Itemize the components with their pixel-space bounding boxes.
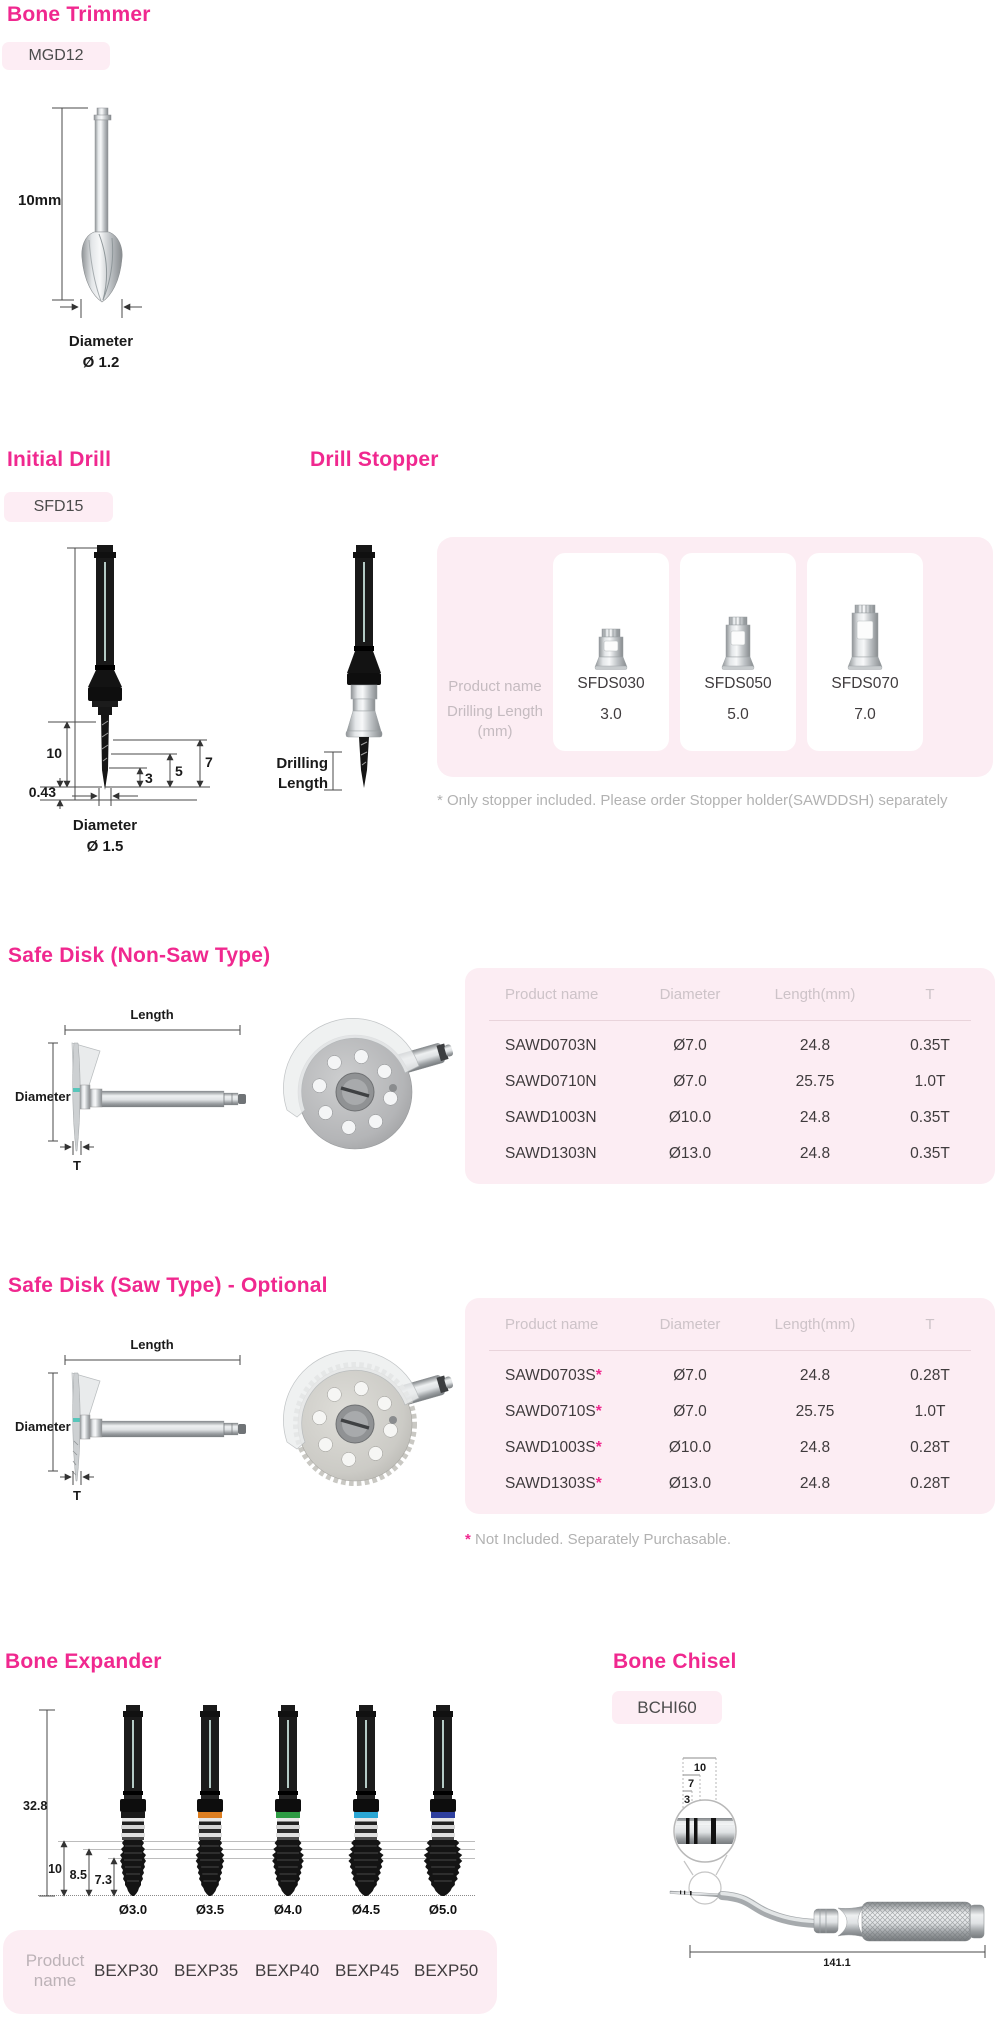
stopper-product-name: SFDS070 bbox=[831, 675, 899, 692]
cell-product: SAWD0703S bbox=[505, 1367, 596, 1384]
chisel-total-length: 141.1 bbox=[823, 1957, 851, 1969]
bone-chisel-badge: BCHI60 bbox=[612, 1691, 722, 1724]
stopper-card bbox=[807, 553, 923, 751]
length-label: Length bbox=[130, 1337, 174, 1352]
expander-drill-graphic bbox=[256, 1705, 320, 1900]
color-band bbox=[198, 1812, 222, 1818]
cell-diameter: Ø7.0 bbox=[673, 1403, 707, 1420]
safe-disk-nonsaw-title: Safe Disk (Non-Saw Type) bbox=[8, 944, 271, 967]
diameter-value: Ø 1.5 bbox=[86, 838, 124, 855]
safe-disk-saw-title: Safe Disk (Saw Type) - Optional bbox=[8, 1274, 328, 1297]
header-t: T bbox=[925, 985, 935, 1003]
cell-product: SAWD0710S bbox=[505, 1403, 596, 1420]
bone-chisel-title: Bone Chisel bbox=[613, 1650, 737, 1673]
header-t: T bbox=[925, 1315, 935, 1333]
bone-chisel-diagram bbox=[600, 1745, 1000, 1970]
safe-disk-nonsaw-front-graphic bbox=[275, 1018, 455, 1163]
magnified-tip-view bbox=[670, 1818, 740, 1844]
bone-expander-title: Bone Expander bbox=[5, 1650, 162, 1673]
stopper-label-length: Drilling Length bbox=[447, 703, 543, 720]
header-diameter: Diameter bbox=[659, 985, 721, 1003]
cell-length: 24.8 bbox=[799, 1145, 831, 1162]
cell-length: 24.8 bbox=[799, 1367, 831, 1384]
color-band bbox=[431, 1812, 455, 1818]
saw-note-star: * bbox=[465, 1531, 471, 1548]
chisel-dim-10: 10 bbox=[693, 1762, 707, 1774]
dim-overall: 32.8 bbox=[23, 1799, 48, 1813]
cell-t: 1.0T bbox=[914, 1403, 946, 1420]
dim-10: 10 bbox=[46, 745, 62, 761]
cell-diameter: Ø10.0 bbox=[668, 1109, 712, 1126]
table-header-row bbox=[485, 968, 975, 1020]
diameter-label: Diameter bbox=[15, 1089, 71, 1104]
diameter-label: Diameter bbox=[15, 1419, 71, 1434]
table-header-row bbox=[485, 1298, 975, 1350]
cell-length: 24.8 bbox=[799, 1109, 831, 1126]
chisel-dim-3: 3 bbox=[683, 1794, 691, 1806]
table-row bbox=[485, 1064, 975, 1100]
diameter-value: Ø 1.2 bbox=[82, 354, 120, 371]
safe-disk-nonsaw-table bbox=[465, 968, 995, 1184]
cell-star: * bbox=[595, 1403, 602, 1420]
table-row bbox=[485, 1430, 975, 1466]
cell-product: SAWD0710N bbox=[505, 1073, 597, 1090]
expander-product-name: BEXP35 bbox=[174, 1961, 239, 1980]
safe-disk-saw-side-diagram bbox=[10, 1333, 260, 1505]
thickness-label: T bbox=[73, 1488, 81, 1503]
initial-drill-diagram bbox=[10, 540, 240, 860]
expander-product-name: BEXP50 bbox=[414, 1961, 479, 1980]
chisel-dim-7: 7 bbox=[687, 1778, 695, 1790]
length-label: Length bbox=[130, 1007, 174, 1022]
bone-trimmer-badge: MGD12 bbox=[2, 42, 110, 70]
cell-product: SAWD0703N bbox=[505, 1037, 597, 1054]
cell-diameter: Ø13.0 bbox=[668, 1475, 712, 1492]
initial-drill-title: Initial Drill bbox=[7, 448, 112, 471]
expander-diameter: Ø5.0 bbox=[428, 1902, 458, 1917]
dim-85: 8.5 bbox=[69, 1868, 87, 1882]
cell-t: 0.28T bbox=[910, 1367, 950, 1384]
stopper-card bbox=[553, 553, 669, 751]
table-row bbox=[485, 1100, 975, 1136]
color-band bbox=[276, 1812, 300, 1818]
cell-product: SAWD1003N bbox=[505, 1109, 597, 1126]
cell-diameter: Ø7.0 bbox=[673, 1037, 707, 1054]
cell-t: 0.35T bbox=[910, 1109, 950, 1126]
thickness-label: T bbox=[73, 1158, 81, 1173]
cell-star: * bbox=[595, 1367, 602, 1384]
expander-product-name: BEXP40 bbox=[255, 1961, 320, 1980]
cell-diameter: Ø7.0 bbox=[673, 1073, 707, 1090]
color-band bbox=[121, 1812, 145, 1818]
safe-disk-nonsaw-side-diagram bbox=[10, 1003, 260, 1175]
safe-disk-saw-table bbox=[465, 1298, 995, 1514]
stopper-icon bbox=[591, 595, 631, 675]
header-diameter: Diameter bbox=[659, 1315, 721, 1333]
stopper-product-length: 3.0 bbox=[600, 706, 622, 723]
expander-drill-graphic bbox=[411, 1705, 475, 1900]
stopper-icon bbox=[845, 595, 885, 675]
color-band bbox=[354, 1812, 378, 1818]
dim-7: 7 bbox=[205, 754, 213, 770]
drilling-length-label-1: Drilling bbox=[276, 755, 328, 772]
cell-length: 25.75 bbox=[795, 1073, 835, 1090]
initial-drill-badge: SFD15 bbox=[4, 492, 113, 522]
expander-diameter: Ø3.0 bbox=[118, 1902, 148, 1917]
expander-label-product: Product name bbox=[25, 1951, 85, 1990]
expander-drill-graphic bbox=[101, 1705, 165, 1900]
cell-t: 0.28T bbox=[910, 1439, 950, 1456]
expander-diameter: Ø3.5 bbox=[195, 1902, 225, 1917]
header-length: Length(mm) bbox=[774, 985, 856, 1003]
dim-043: 0.43 bbox=[28, 784, 56, 800]
table-row bbox=[485, 1358, 975, 1394]
stopper-label-unit: (mm) bbox=[477, 723, 513, 740]
cell-length: 24.8 bbox=[799, 1475, 831, 1492]
expander-product-name: BEXP30 bbox=[94, 1961, 159, 1980]
drill-stopper-title: Drill Stopper bbox=[310, 448, 439, 471]
saw-note bbox=[465, 1531, 731, 1548]
initial-drill-graphic bbox=[88, 545, 122, 790]
header-length: Length(mm) bbox=[774, 1315, 856, 1333]
stopper-product-name: SFDS030 bbox=[577, 675, 645, 692]
drill-stopper-graphic bbox=[346, 545, 382, 788]
cell-star: * bbox=[595, 1475, 602, 1492]
cell-t: 0.35T bbox=[910, 1037, 950, 1054]
dim-3: 3 bbox=[145, 770, 153, 786]
cell-diameter: Ø10.0 bbox=[668, 1439, 712, 1456]
stopper-product-name: SFDS050 bbox=[704, 675, 772, 692]
cell-diameter: Ø13.0 bbox=[668, 1145, 712, 1162]
cell-product: SAWD1303N bbox=[505, 1145, 597, 1162]
diameter-label: Diameter bbox=[72, 817, 138, 834]
stopper-product-length: 7.0 bbox=[854, 706, 876, 723]
cell-diameter: Ø7.0 bbox=[673, 1367, 707, 1384]
height-dimension-label: 10mm bbox=[18, 192, 62, 209]
safe-disk-side-graphic bbox=[72, 1373, 246, 1481]
bone-trimmer-title: Bone Trimmer bbox=[7, 3, 151, 26]
expander-drill-graphic bbox=[178, 1705, 242, 1900]
dim-10: 10 bbox=[48, 1862, 62, 1876]
cell-product: SAWD1303S bbox=[505, 1475, 596, 1492]
stopper-product-length: 5.0 bbox=[727, 706, 749, 723]
cell-t: 0.35T bbox=[910, 1145, 950, 1162]
drill-stopper-table bbox=[437, 537, 993, 777]
bone-expander-table bbox=[3, 1930, 497, 2014]
table-row bbox=[485, 1136, 975, 1172]
stopper-icon bbox=[718, 595, 758, 675]
cell-t: 0.28T bbox=[910, 1475, 950, 1492]
dim-5: 5 bbox=[175, 763, 183, 779]
safe-disk-side-graphic bbox=[72, 1043, 246, 1151]
table-row bbox=[485, 1394, 975, 1430]
stopper-note: * Only stopper included. Please order Stopper holder(SAWDDSH) separately bbox=[437, 792, 948, 809]
table-row bbox=[485, 1028, 975, 1064]
drilling-length-label-2: Length bbox=[278, 775, 328, 792]
expander-diameter: Ø4.0 bbox=[273, 1902, 303, 1917]
tip-zoom-circle bbox=[689, 1872, 721, 1904]
cell-length: 25.75 bbox=[795, 1403, 835, 1420]
bone-trimmer-diagram bbox=[10, 100, 180, 375]
bone-trimmer-graphic bbox=[82, 108, 122, 302]
diameter-label: Diameter bbox=[68, 333, 134, 350]
stopper-label-product: Product name bbox=[448, 678, 542, 695]
saw-note-text: Not Included. Separately Purchasable. bbox=[475, 1531, 732, 1548]
cell-length: 24.8 bbox=[799, 1439, 831, 1456]
drill-stopper-diagram bbox=[260, 540, 390, 800]
table-row bbox=[485, 1466, 975, 1502]
header-product-name: Product name bbox=[505, 1315, 599, 1333]
dim-73: 7.3 bbox=[94, 1873, 112, 1887]
cell-length: 24.8 bbox=[799, 1037, 831, 1054]
stopper-card bbox=[680, 553, 796, 751]
cell-t: 1.0T bbox=[914, 1073, 946, 1090]
header-product-name: Product name bbox=[505, 985, 599, 1003]
safe-disk-saw-front-graphic bbox=[275, 1350, 455, 1495]
expander-drill-graphic bbox=[334, 1705, 398, 1900]
expander-diameter: Ø4.5 bbox=[351, 1902, 381, 1917]
cell-product: SAWD1003S bbox=[505, 1439, 596, 1456]
cell-star: * bbox=[595, 1439, 602, 1456]
expander-product-name: BEXP45 bbox=[335, 1961, 400, 1980]
